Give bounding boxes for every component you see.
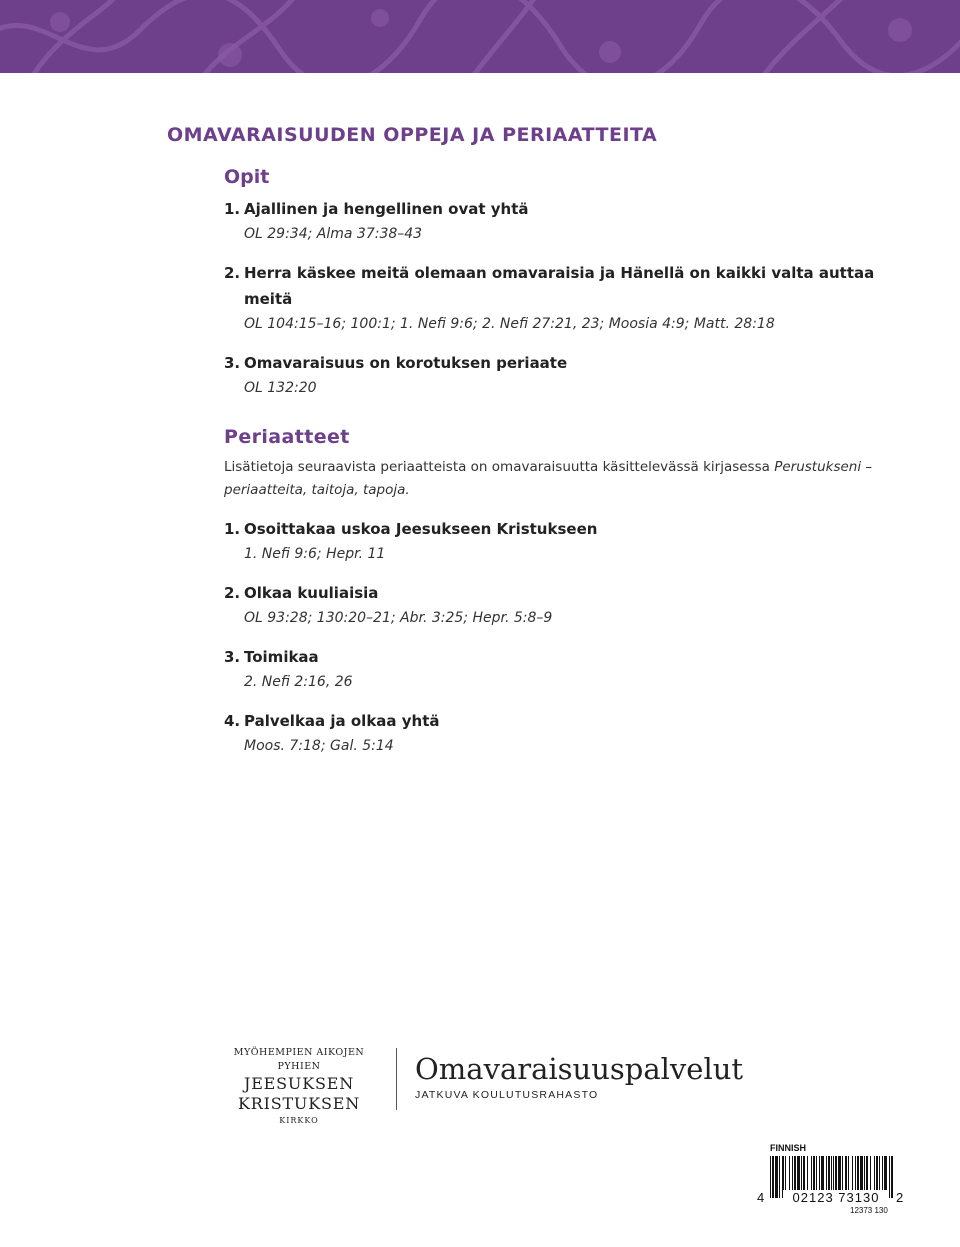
- intro-text: Lisätietoja seuraavista periaatteista on omavaraisuutta käsittelevässä kirjasessa: [224, 459, 770, 475]
- item-number: 3.: [224, 648, 241, 666]
- scripture-reference: 1. Nefi 9:6; Hepr. 11: [244, 546, 386, 562]
- page-title: OMAVARAISUUDEN OPPEJA JA PERIAATTEITA: [167, 124, 658, 146]
- doctrines-heading: Opit: [224, 166, 270, 188]
- scripture-reference: OL 29:34; Alma 37:38–43: [244, 226, 423, 242]
- scripture-reference: OL 104:15–16; 100:1; 1. Nefi 9:6; 2. Nefi 27:21, 23; Moosia 4:9; Matt. 28:18: [244, 316, 775, 332]
- principle-item: [224, 644, 904, 694]
- item-number: 2.: [224, 264, 241, 282]
- church-logo-line: KRISTUKSEN: [237, 1094, 361, 1113]
- barcode: [756, 1140, 916, 1220]
- principle-title: [224, 516, 904, 542]
- item-number: 2.: [224, 584, 241, 602]
- scripture-reference: Moos. 7:18; Gal. 5:14: [244, 738, 394, 754]
- scripture-reference: 2. Nefi 2:16, 26: [244, 674, 353, 690]
- item-title-text: Ajallinen ja hengellinen ovat yhtä: [244, 200, 529, 218]
- item-number: 1.: [224, 200, 241, 218]
- barcode-bar: [775, 1156, 778, 1198]
- content: [224, 166, 904, 772]
- item-title-text: Omavaraisuus on korotuksen periaate: [244, 354, 568, 372]
- doctrine-item: [224, 350, 904, 400]
- church-logo: [218, 1046, 380, 1128]
- booklet-title: Perustukseni – periaatteita, taitoja, tapoja.: [224, 459, 873, 498]
- item-title-text: Osoittakaa uskoa Jeesukseen Kristukseen: [244, 520, 598, 538]
- principle-title: [224, 708, 904, 734]
- barcode-digits: 02123 73130: [783, 1190, 889, 1206]
- barcode-item-number: 12373 130: [850, 1206, 888, 1215]
- services-title: Omavaraisuuspalvelut: [415, 1052, 744, 1086]
- principle-item: [224, 708, 904, 758]
- decorative-banner: [0, 0, 960, 73]
- services-subtitle: JATKUVA KOULUTUSRAHASTO: [415, 1089, 599, 1101]
- floral-pattern: [0, 0, 960, 73]
- item-title-text: Palvelkaa ja olkaa yhtä: [244, 712, 440, 730]
- church-logo-line: MYÖHEMPIEN AIKOJEN PYHIEN: [233, 1047, 365, 1072]
- doctrine-title: [224, 350, 904, 376]
- church-logo-line: KIRKKO: [279, 1116, 319, 1125]
- barcode-bar: [779, 1156, 780, 1198]
- principle-item: [224, 516, 904, 566]
- doctrine-item: [224, 196, 904, 246]
- doctrine-item: [224, 260, 904, 336]
- barcode-bar: [889, 1156, 890, 1198]
- doctrine-title: [224, 196, 904, 222]
- item-title-text: Herra käskee meitä olemaan omavaraisia ja Hänellä on kaikki valta auttaa meitä: [244, 264, 875, 308]
- item-title-text: Olkaa kuuliaisia: [244, 584, 379, 602]
- item-number: 1.: [224, 520, 241, 538]
- barcode-language: FINNISH: [770, 1143, 806, 1153]
- scripture-reference: OL 93:28; 130:20–21; Abr. 3:25; Hepr. 5:8–9: [244, 610, 553, 626]
- church-logo-line: JEESUKSEN: [243, 1074, 354, 1093]
- barcode-bar: [891, 1156, 893, 1198]
- barcode-bar: [772, 1156, 774, 1198]
- principles-intro: [224, 456, 904, 502]
- services-logo: [415, 1050, 743, 1102]
- item-title-text: Toimikaa: [244, 648, 319, 666]
- barcode-tail-digit: 2: [896, 1190, 904, 1205]
- doctrine-title: [224, 260, 904, 312]
- barcode-bar: [770, 1156, 771, 1198]
- principle-title: [224, 580, 904, 606]
- item-number: 4.: [224, 712, 241, 730]
- principle-title: [224, 644, 904, 670]
- principles-heading: Periaatteet: [224, 426, 350, 448]
- item-number: 3.: [224, 354, 241, 372]
- barcode-lead-digit: 4: [757, 1190, 765, 1205]
- footer-divider: [396, 1048, 397, 1110]
- scripture-reference: OL 132:20: [244, 380, 317, 396]
- principle-item: [224, 580, 904, 630]
